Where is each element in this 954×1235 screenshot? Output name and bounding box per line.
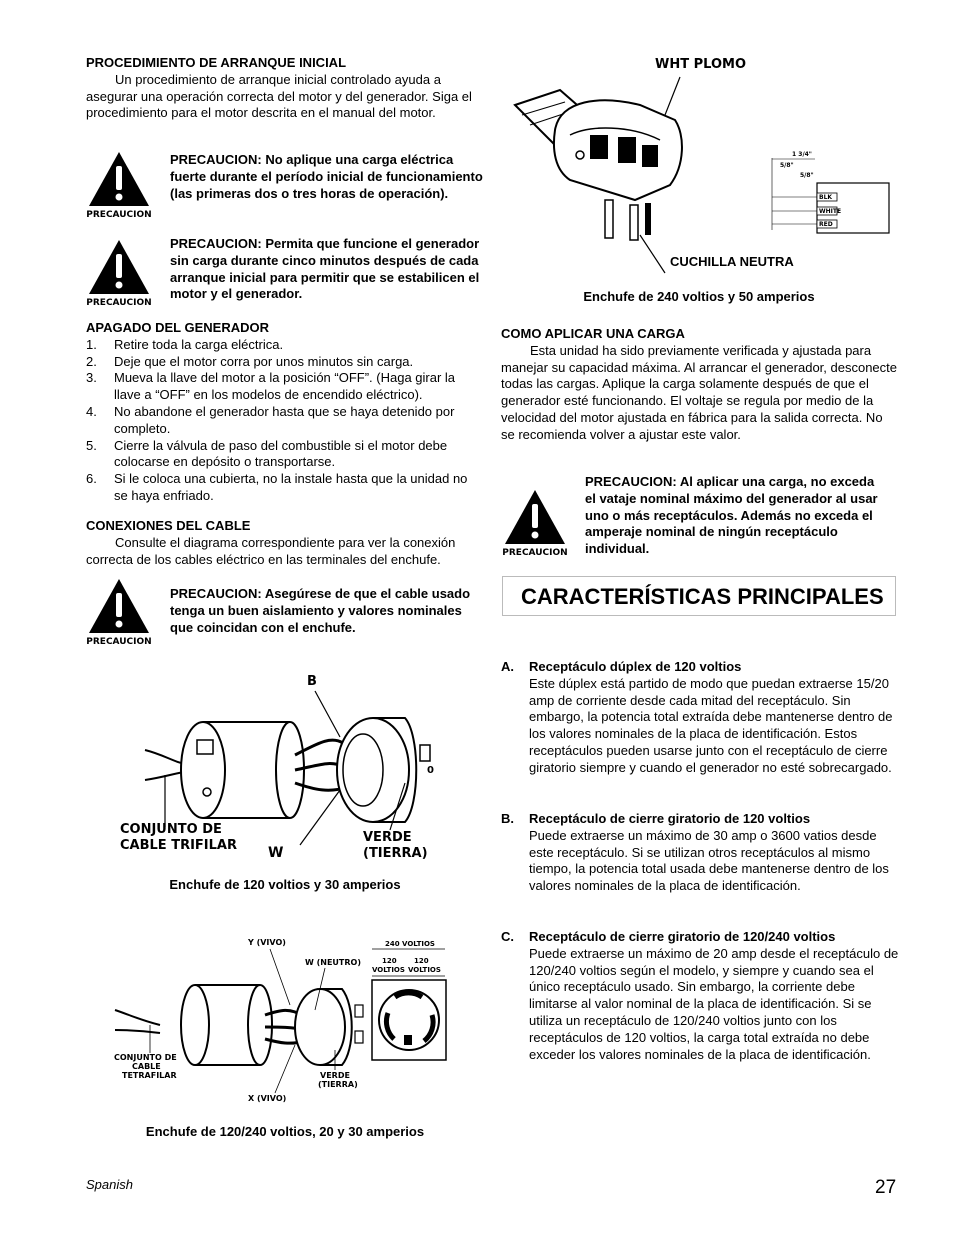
startup-section [86,55,484,122]
fig1-w-label: W [268,845,284,861]
shutdown-steps [86,337,484,505]
step-text: Retire toda la carga eléctrica. [114,336,284,352]
fig3-caption: Enchufe de 240 voltios y 50 amperios [583,289,815,304]
shutdown-step [86,337,484,354]
caution-icon [85,150,153,222]
shutdown-section [86,320,484,505]
startup-title: PROCEDIMIENTO DE ARRANQUE INICIAL [86,55,347,70]
fig2-caption: Enchufe de 120/240 voltios, 20 y 30 amperios [145,1124,425,1139]
svg-text:1 3/4": 1 3/4" [792,151,812,158]
feature-text: Puede extraerse un máximo de 20 amp desde el receptáculo de 120/240 voltios según el modelo, y siempre y cuando sea el único receptáculo usado. Sin embargo, la corriente debe limitarse al valor nominal de la placa de identificación. Si se utiliza un receptáculo de 120/240 voltios junto con los receptáculos de 120 voltios, la carga total extraída no debe exceder los valores nominales de la placa de identificación. [529,945,899,1062]
svg-text:5/8": 5/8" [780,162,794,169]
step-text: Mueva la llave del motor a la posición “OFF”. (Haga girar la llave a “OFF” en los modelos de encendido eléctrico). [114,370,456,403]
step-number: 6. [86,471,97,487]
svg-text:0: 0 [427,765,434,776]
caution-icon [85,238,153,310]
svg-text:120: 120 [382,957,397,965]
fig1-label-b: B [307,674,317,689]
shutdown-step [86,404,484,438]
step-number: 3. [86,370,97,386]
caution-4: PRECAUCION: Al aplicar una carga, no exceda el vataje nominal máximo del generador al usar uno o más receptáculos. Además no exceda el amperaje nominal de ningún receptáculo individual. [585,474,878,557]
fig1-caption: Enchufe de 120 voltios y 30 amperios [169,877,401,892]
fig1-verde-label: VERDE (TIERRA) [363,830,428,861]
shutdown-step [86,471,484,505]
plug-240v-50a-diagram [510,55,900,280]
svg-text:VOLTIOS: VOLTIOS [408,966,441,974]
feature-item [501,929,901,1063]
fig1-cable-label: CONJUNTO DE CABLE TRIFILAR [120,822,237,853]
page-number: 27 [875,1177,897,1198]
feature-letter: B. [501,811,514,826]
step-text: Cierre la válvula de paso del combustible si el motor debe colocarse en depósito o transportarse. [114,437,448,470]
load-title: COMO APLICAR UNA CARGA [501,326,685,341]
caution-icon [85,577,153,649]
step-text: Deje que el motor corra por unos minutos sin carga. [114,353,414,369]
svg-text:PRECAUCION: PRECAUCION [86,637,152,647]
feature-heading [501,811,901,828]
svg-text:(TIERRA): (TIERRA) [318,1080,358,1089]
svg-text:5/8": 5/8" [800,172,814,179]
svg-text:VOLTIOS: VOLTIOS [372,966,405,974]
shutdown-step [86,370,484,404]
step-number: 2. [86,353,97,369]
shutdown-step [86,354,484,371]
svg-text:PRECAUCION: PRECAUCION [86,298,152,308]
svg-text:240 VOLTIOS: 240 VOLTIOS [385,940,435,948]
feature-letter: A. [501,659,514,674]
footer-language: Spanish [86,1177,133,1192]
svg-text:CONJUNTO DE: CONJUNTO DE [114,1053,177,1062]
section-title: CARACTERÍSTICAS PRINCIPALES [502,576,896,616]
caution-2: PRECAUCION: Permita que funcione el generador sin carga durante cinco minutos después de cada arranque inicial para permitir que se estabilicen el motor y el generador. [170,236,480,302]
step-number: 1. [86,336,97,352]
feature-title: Receptáculo de cierre giratorio de 120/240 voltios [529,929,836,944]
caution-1: PRECAUCION: No aplique una carga eléctrica fuerte durante el período inicial de funcionamiento (las primeras dos o tres horas de operación). [170,152,483,201]
feature-title: Receptáculo de cierre giratorio de 120 voltios [529,811,811,826]
feature-text: Este dúplex está partido de modo que puedan extraerse 15/20 amp de corriente desde cada mitad del receptáculo. Sin embargo, la potencia total extraída debe mantenerse dentro de los valores nominales de la placa de identificación. Estos receptáculos pueden usarse junto con el receptáculo de cierre giratorio siempre y cuando el generador no esté sobrecargado. [529,675,893,775]
fig3-wht-plomo: WHT PLOMO [655,57,746,72]
step-number: 4. [86,403,97,419]
caution-icon [501,488,569,560]
feature-item [501,659,901,777]
feature-letter: C. [501,929,514,944]
svg-text:TETRAFILAR: TETRAFILAR [122,1071,177,1080]
startup-text: Un procedimiento de arranque inicial controlado ayuda a asegurar una operación correcta del motor y del generador. Siga el procedimiento para el motor descrita en el manual del motor. [86,71,472,121]
svg-text:PRECAUCION: PRECAUCION [86,210,152,220]
plug-120-240v-diagram [110,935,455,1110]
feature-title: Receptáculo dúplex de 120 voltios [529,659,742,674]
caution-3: PRECAUCION: Asegúrese de que el cable usado tenga un buen aislamiento y valores nominales que coincidan con el enchufe. [170,586,471,635]
load-section [501,326,897,444]
svg-text:W (NEUTRO): W (NEUTRO) [305,958,361,967]
svg-text:Y (VIVO): Y (VIVO) [248,938,286,947]
feature-item [501,811,901,895]
svg-text:BLK: BLK [819,194,833,201]
svg-text:VERDE: VERDE [320,1071,350,1080]
cable-section [86,518,486,568]
svg-text:WHITE: WHITE [819,208,842,215]
shutdown-step [86,438,484,472]
feature-text: Puede extraerse un máximo de 30 amp o 3600 vatios desde este receptáculo. Si se utilizan otros receptáculos al mismo tiempo, la potencia total usada debe mantenerse dentro de los valores nominales de la placa de identificación. [529,827,889,894]
step-number: 5. [86,437,97,453]
cable-title: CONEXIONES DEL CABLE [86,518,251,533]
step-text: No abandone el generador hasta que se haya detenido por completo. [114,403,455,436]
svg-text:CABLE: CABLE [132,1062,161,1071]
svg-text:X (VIVO): X (VIVO) [248,1094,287,1103]
cable-text: Consulte el diagrama correspondiente para ver la conexión correcta de los cables eléctrico en las terminales del enchufe. [86,534,456,567]
svg-text:120: 120 [414,957,429,965]
load-text: Esta unidad ha sido previamente verificada y ajustada para manejar su capacidad máxima. Al arrancar el generador, desconecte todas las cargas. Aplique la carga solamente después de que el generador esté funcionando. El voltaje se regula por medio de la velocidad del motor ajustada en fábrica para la salida correcta. No se recomienda volver a ajustar este valor. [501,342,897,442]
feature-heading [501,659,901,676]
svg-text:PRECAUCION: PRECAUCION [502,548,568,558]
step-text: Si le coloca una cubierta, no la instale hasta que la unidad no se haya enfriado. [114,471,468,503]
svg-text:RED: RED [819,221,833,228]
fig3-cuchilla-label: CUCHILLA NEUTRA [670,254,794,269]
shutdown-title: APAGADO DEL GENERADOR [86,320,269,335]
feature-heading [501,929,901,946]
